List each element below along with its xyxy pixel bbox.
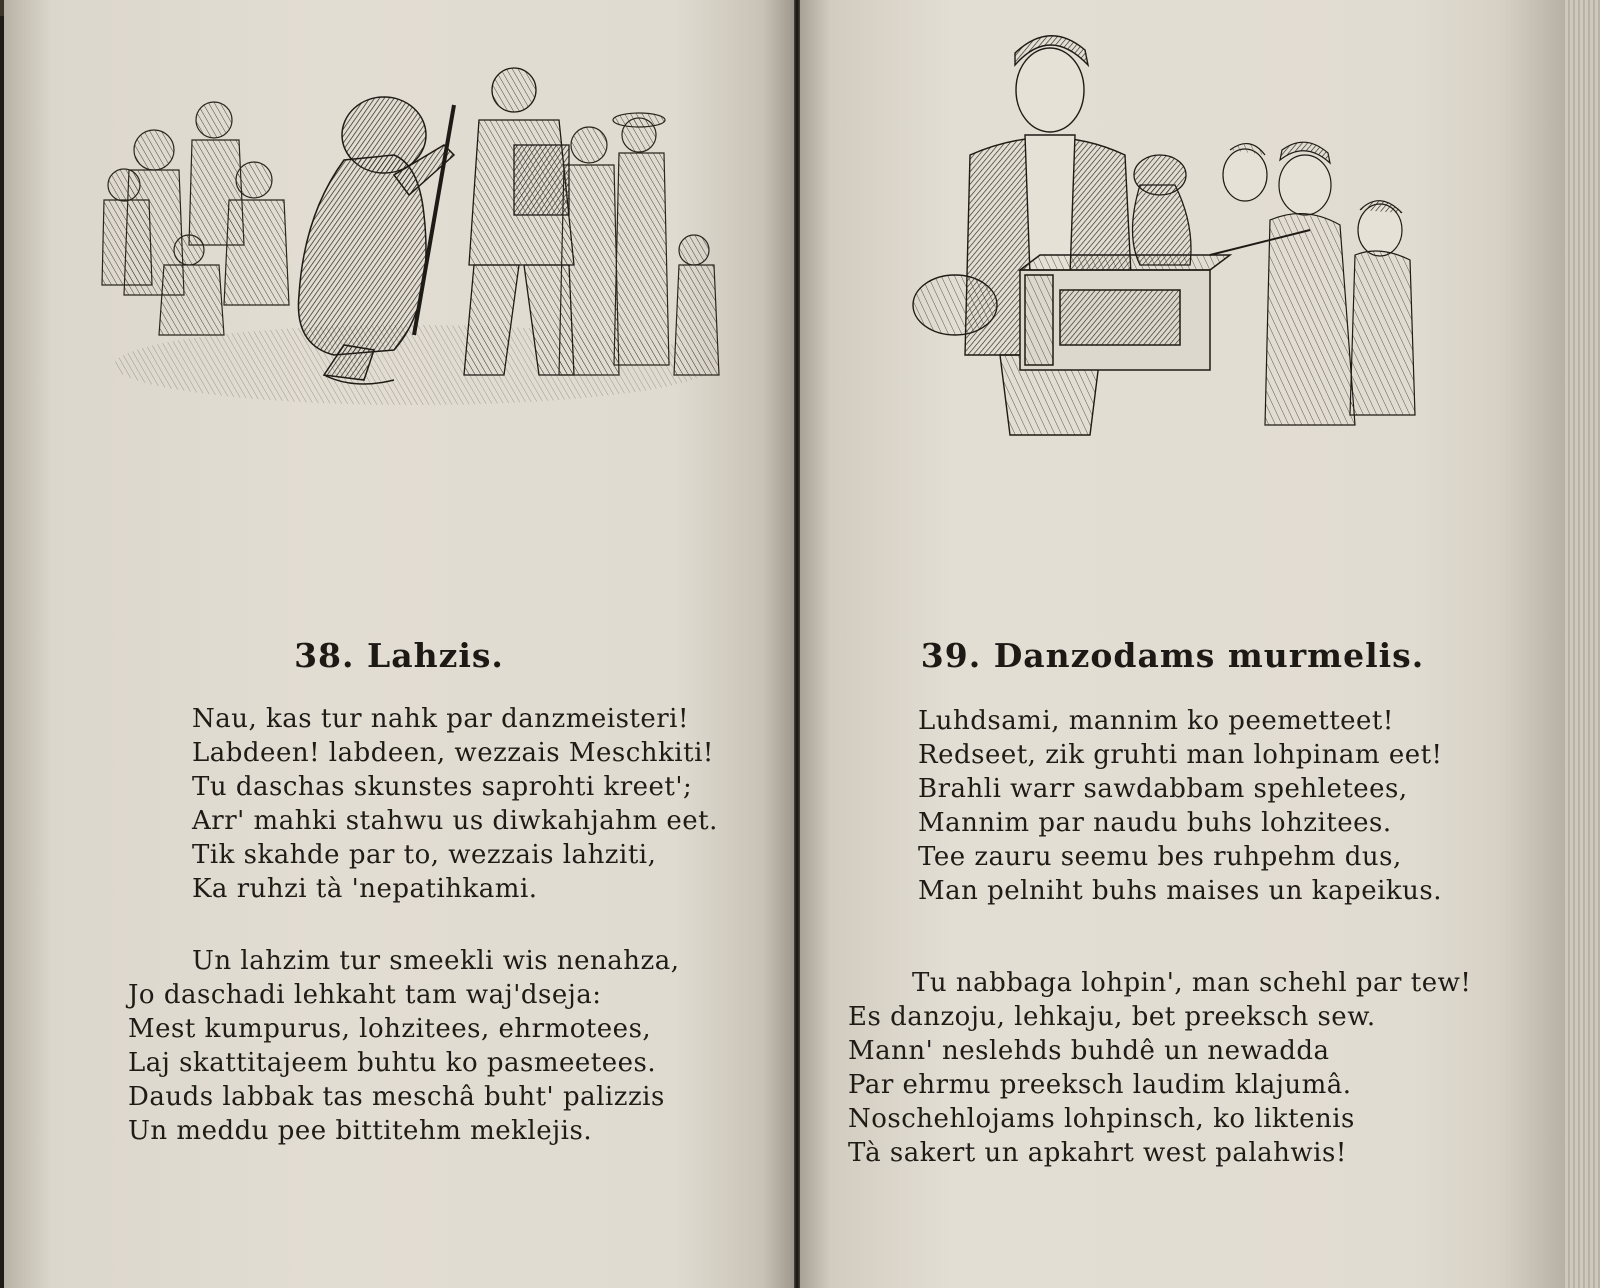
poem-39-stanza-2 [848, 966, 1471, 1170]
poem-39-name: Danzodams murmelis. [993, 636, 1425, 675]
verse-line: Jo daschadi lehkaht tam waj'dseja: [128, 980, 602, 1010]
poem-38-number: 38. [294, 636, 355, 675]
verse-line: Mann' neslehds buhdê un newadda [848, 1036, 1330, 1066]
verse-line: Ka ruhzi tà 'nepatihkami. [192, 874, 538, 904]
verse-line: Tu nabbaga lohpin', man schehl par tew! [912, 968, 1472, 998]
verse-line: Laj skattitajeem buhtu ko pasmeetees. [128, 1048, 657, 1078]
left-page [4, 0, 794, 1288]
right-page [800, 0, 1565, 1288]
verse-line: Tee zauru seemu bes ruhpehm dus, [918, 842, 1402, 872]
poem-38-stanza-1 [192, 702, 718, 906]
verse-line: Redseet, zik gruhti man lohpinam eet! [918, 740, 1443, 770]
poem-39-number: 39. [920, 636, 982, 675]
poem-38-name: Lahzis. [367, 636, 504, 675]
bear-crowd-drawing [94, 45, 734, 430]
poem-39-title [800, 636, 1555, 675]
organ-grinder-drawing [910, 25, 1430, 445]
page-stack-edge [1565, 0, 1600, 1288]
verse-line: Tik skahde par to, wezzais lahziti, [192, 840, 657, 870]
verse-line: Es danzoju, lehkaju, bet preeksch sew. [848, 1002, 1376, 1032]
verse-line: Mest kumpurus, lohzitees, ehrmotees, [128, 1014, 652, 1044]
verse-line: Noschehlojams lohpinsch, ko liktenis [848, 1104, 1355, 1134]
verse-line: Labdeen! labdeen, wezzais Meschkiti! [192, 738, 714, 768]
verse-line: Un meddu pee bittitehm meklejis. [128, 1116, 593, 1146]
verse-line: Luhdsami, mannim ko peemetteet! [918, 706, 1394, 736]
verse-line: Mannim par naudu buhs lohzitees. [918, 808, 1392, 838]
verse-line: Man pelniht buhs maises un kapeikus. [918, 876, 1443, 906]
poem-38-stanza-2 [128, 944, 680, 1148]
verse-line: Un lahzim tur smeekli wis nenahza, [192, 946, 680, 976]
poem-39-stanza-1 [918, 704, 1443, 908]
verse-line: Par ehrmu preeksch laudim klajumâ. [848, 1070, 1352, 1100]
poem-38-title [4, 636, 794, 675]
verse-line: Tu daschas skunstes saprohti kreet'; [192, 772, 693, 802]
verse-line: Nau, kas tur nahk par danzmeisteri! [192, 704, 689, 734]
verse-line: Tà sakert un apkahrt west palahwis! [848, 1138, 1347, 1168]
verse-line: Arr' mahki stahwu us diwkahjahm eet. [192, 806, 718, 836]
verse-line: Brahli warr sawdabbam spehletees, [918, 774, 1408, 804]
verse-line: Dauds labbak tas meschâ buht' palizzis [128, 1082, 665, 1112]
bear-illustration [94, 45, 734, 430]
marmot-illustration [910, 25, 1430, 445]
